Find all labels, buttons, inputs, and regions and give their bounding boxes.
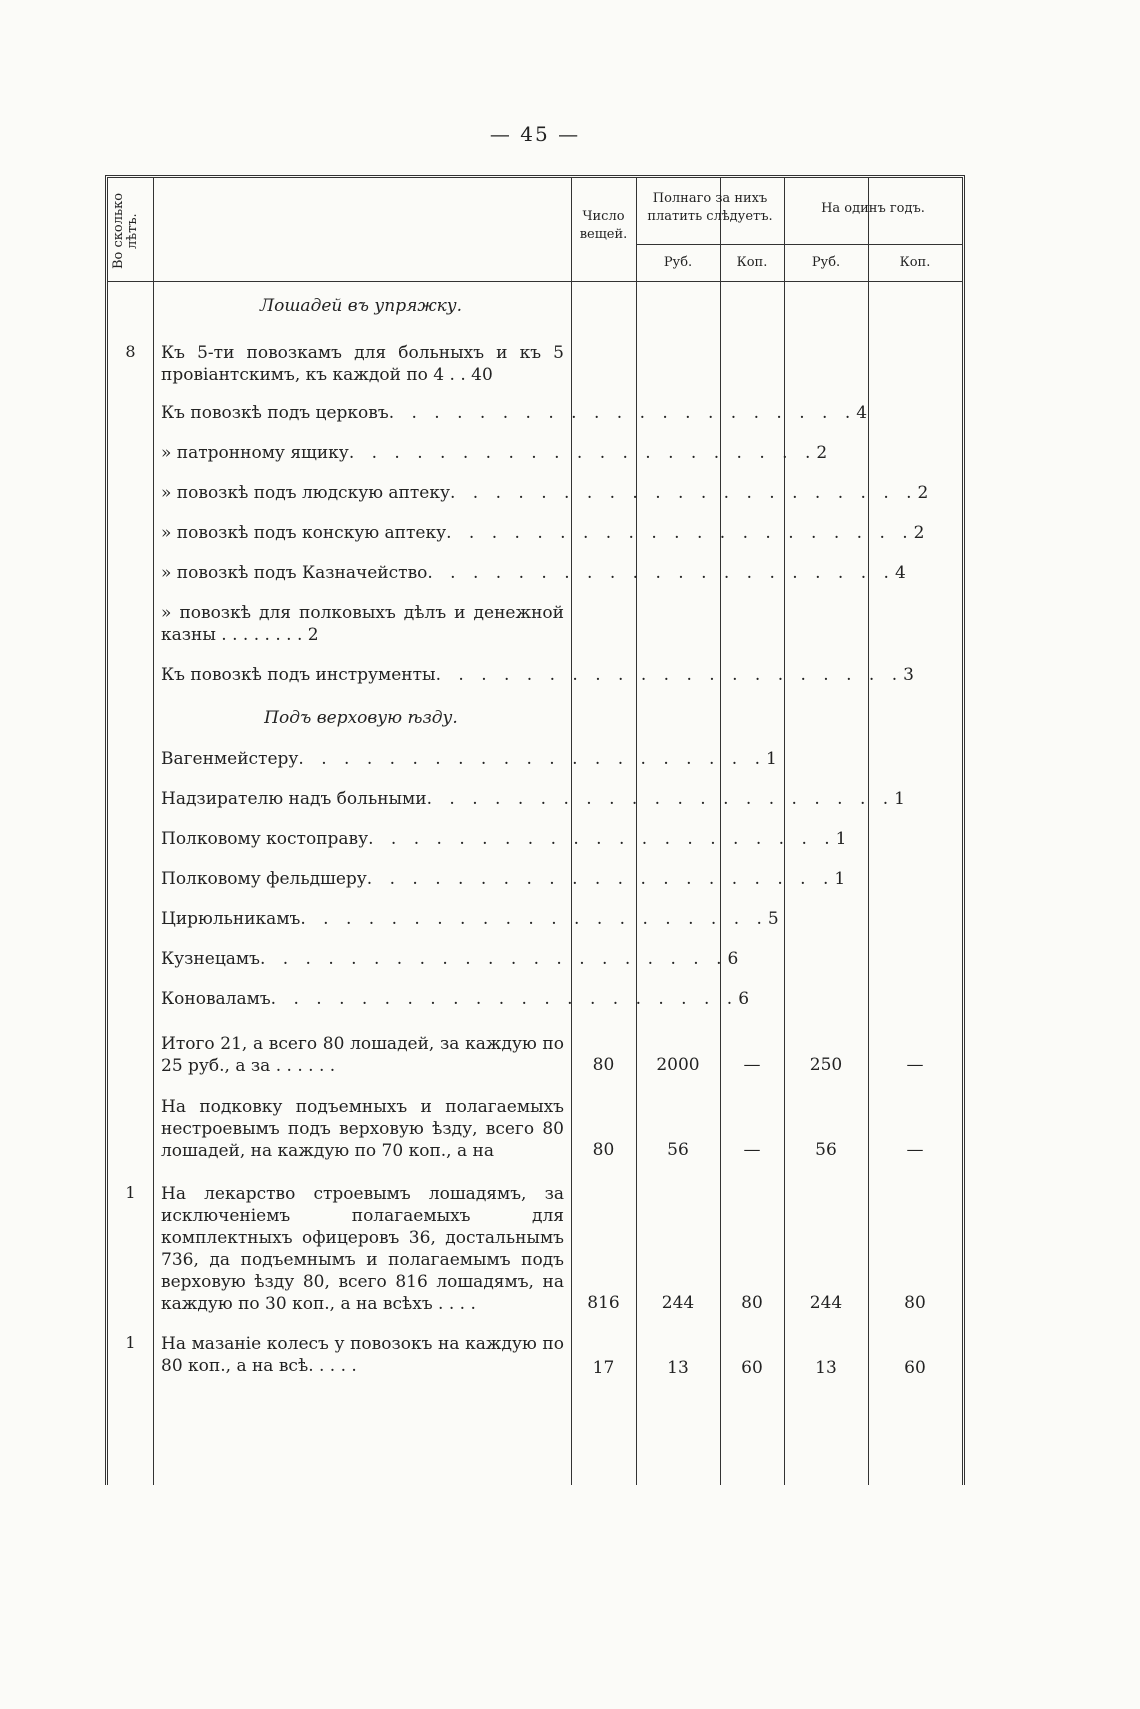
list-item [161,948,739,970]
total-full-kop: — [743,1140,761,1160]
item-qty: 2 [917,483,929,503]
header-full-kop: Коп. [736,255,768,270]
list-item [161,442,828,464]
header-count: Число вещей. [579,209,628,242]
total-year-kop: — [906,1140,924,1160]
item-qty: 5 [767,909,779,929]
header-year-kop: Коп. [899,255,931,270]
list-item [161,988,750,1010]
total-year-rub: 56 [815,1140,837,1160]
total-full-kop: — [743,1055,761,1075]
item-qty: 2 [816,443,828,463]
list-item [161,788,905,810]
item-qty: 2 [913,523,925,543]
item-qty: 1 [894,789,905,809]
list-item [161,868,846,890]
item-qty: 4 [856,403,868,423]
total-count: 17 [592,1358,615,1378]
years-cell: 1 [125,1333,136,1352]
list-item [161,828,847,850]
leader-dots: . . . . . . . . . . . . . . . . . . . . . [449,483,918,503]
item-qty: 6 [738,989,750,1009]
item-label: Кузнецамъ [161,949,260,969]
total-count: 80 [592,1055,615,1075]
total-full-rub: 2000 [656,1055,700,1075]
total-count: 80 [592,1140,615,1160]
list-item [161,482,929,504]
header-year-rub: Руб. [811,255,841,270]
list-item [161,522,925,544]
list-item [161,664,914,686]
item-label: Цирюльникамъ [161,909,301,929]
total-year-rub: 250 [809,1055,843,1075]
leader-dots: . . . . . . . . . . . . . . . . . . . . . [298,749,766,769]
item-label: » повозкѣ подъ конскую аптеку [161,523,447,543]
total-full-kop: 80 [741,1293,763,1313]
section-heading-harness: Лошадей въ упряжку. [259,296,463,316]
total-row-text: На лекарство строевымъ лошадямъ, за исключеніемъ полагаемыхъ для комплектныхъ офицеровъ 36, достальнымъ 736, да подъемнымъ и полагаемымъ подъ верховую ѣзду 80, всего 816 лошадямъ, на каждую по 30 коп., а на всѣхъ . . . . [161,1184,564,1314]
list-item [161,908,779,930]
total-year-kop: 60 [904,1358,926,1378]
leader-dots: . . . . . . . . . . . . . . . . . . . . . [426,789,895,809]
header-full-rub: Руб. [663,255,693,270]
leader-dots: . . . . . . . . . . . . . . . . . . . . . [259,949,728,969]
total-row-text: На подковку подъемныхъ и полагаемыхъ нестроевымъ подъ верховую ѣзду, всего 80 лошадей, на каждую по 70 коп., а на [161,1097,564,1161]
total-full-rub: 13 [667,1358,689,1378]
header-years: Во сколько лѣтъ. [111,192,140,270]
leader-dots: . . . . . . . . . . . . . . . . . . . . . [368,829,836,849]
header-full-pay: Полнаго за нихъ платить слѣдуетъ. [647,191,773,224]
leader-dots: . . . . . . . . . . . . . . . . . . . . . [270,989,739,1009]
header-per-year: На одинъ годъ. [821,201,925,216]
item-qty: 1 [765,749,777,769]
total-year-kop: 80 [904,1293,926,1313]
total-row-text: На мазаніе колесъ у повозокъ на каждую по 80 коп., а на всѣ. . . . . [161,1334,564,1376]
years-cell: 1 [125,1183,136,1202]
item-label: Полковому костоправу [161,829,369,849]
years-cell: 8 [125,342,136,361]
leader-dots: . . . . . . . . . . . . . . . . . . . . . [427,563,895,583]
header-sub-rule [636,244,962,245]
item-label: » повозкѣ подъ людскую аптеку [161,483,450,503]
section-heading-riding: Подъ верховую ѣзду. [264,708,458,728]
leader-dots: . . . . . . . . . . . . . . . . . . . . . [435,665,904,685]
item-qty: 1 [834,869,846,889]
list-item: Къ 5-ти повозкамъ для больныхъ и къ 5 провіантскимъ, къ каждой по 4 . . 40 [161,343,564,385]
rule-years [153,178,154,1485]
leader-dots: . . . . . . . . . . . . . . . . . . . . . [348,443,817,463]
total-full-kop: 60 [741,1358,763,1378]
total-year-rub: 13 [815,1358,837,1378]
total-full-rub: 56 [667,1140,689,1160]
item-label: Коноваламъ [161,989,271,1009]
item-qty: 4 [894,563,906,583]
list-item [161,748,777,770]
total-count: 816 [587,1293,620,1313]
item-label: Надзирателю надъ больными [161,789,427,809]
item-label: Къ повозкѣ подъ церковъ [161,403,389,423]
list-item [161,402,868,424]
leader-dots: . . . . . . . . . . . . . . . . . . . . . [446,523,914,543]
leader-dots: . . . . . . . . . . . . . . . . . . . . . [300,909,768,929]
total-year-rub: 244 [809,1293,843,1313]
total-row-text: Итого 21, а всего 80 лошадей, за каждую по 25 руб., а за . . . . . . [161,1034,564,1076]
item-qty: 1 [835,829,847,849]
total-full-rub: 244 [661,1293,695,1313]
item-qty: 3 [903,665,914,685]
total-year-kop: — [906,1055,924,1075]
item-label: Полковому фельдшеру [161,869,367,889]
leader-dots: . . . . . . . . . . . . . . . . . . . . . [388,403,857,423]
rule-year-rub [868,178,869,1485]
item-label: Вагенмейстеру [161,749,299,769]
item-label: » патронному ящику [161,443,349,463]
leader-dots: . . . . . . . . . . . . . . . . . . . . . [366,869,835,889]
item-label: » повозкѣ подъ Казначейство [161,563,428,583]
item-qty: 6 [727,949,739,969]
page-number: — 45 — [489,122,581,146]
list-item: » повозкѣ для полковыхъ дѣлъ и денежной казны . . . . . . . . 2 [161,603,564,645]
ledger-table [105,175,965,1485]
header-bottom-rule [108,281,962,282]
list-item [161,562,906,584]
item-label: Къ повозкѣ подъ инструменты [161,665,436,685]
